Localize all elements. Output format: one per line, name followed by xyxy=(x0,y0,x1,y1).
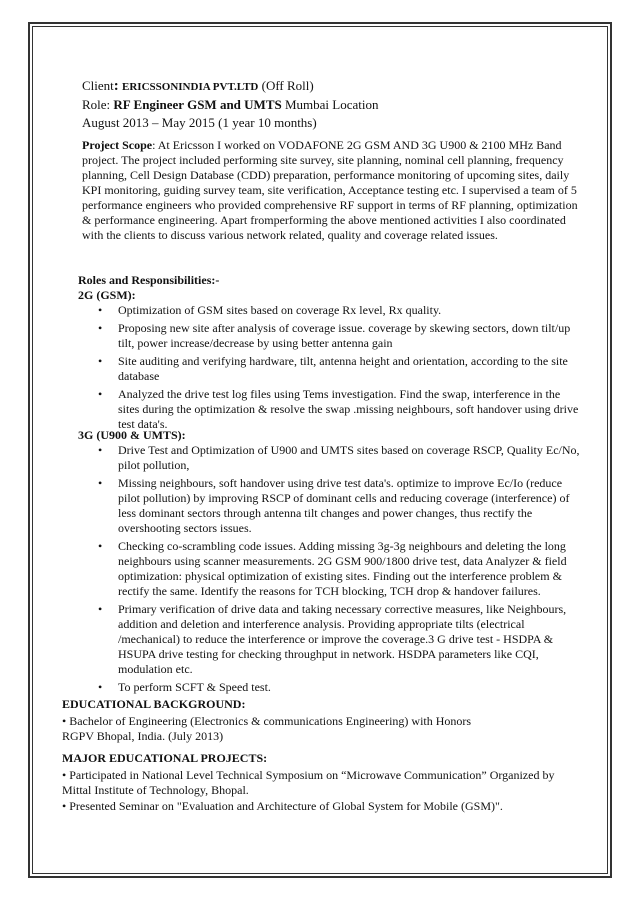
list-item: • Optimization of GSM sites based on coverage Rx level, Rx quality. xyxy=(78,303,583,318)
client-name: ERICSSONINDIA PVT.LTD xyxy=(122,81,259,93)
project-scope-label: Project Scope xyxy=(82,138,153,152)
umts-heading: 3G (U900 & UMTS): xyxy=(78,428,186,442)
project-scope xyxy=(82,138,580,243)
client-suffix: (Off Roll) xyxy=(258,78,314,93)
client-colon: : xyxy=(113,78,119,94)
education-line-1: • Bachelor of Engineering (Electronics & communications Engineering) with Honors xyxy=(62,714,472,728)
projects-heading: MAJOR EDUCATIONAL PROJECTS: xyxy=(62,751,268,765)
list-item: • To perform SCFT & Speed test. xyxy=(78,680,583,695)
gsm-heading: 2G (GSM): xyxy=(78,288,136,302)
education-line-2: RGPV Bhopal, India. (July 2013) xyxy=(62,729,224,743)
client-label: Client xyxy=(82,78,114,93)
list-item: • Checking co-scrambling code issues. Adding missing 3g-3g neighbours and deleting the long neighbours using scanner measurements. 2G GSM 900/1800 drive test, data Analyzer & field optimization: physical optimization of existing sites. Finding out the interference problem & rectify the same. Identify the reasons for TCH blocking, TCH drop & handover failures. xyxy=(78,539,583,599)
gsm-list xyxy=(78,303,583,432)
list-item: • Site auditing and verifying hardware, tilt, antenna height and orientation, according to the site database xyxy=(78,354,583,384)
role-line xyxy=(82,96,582,113)
list-item: • Primary verification of drive data and taking necessary corrective measures, like Neighbours, addition and deletion and interference analysis. Providing appropriate tilts (electrical /mechanical) to reduce the interference or improve the coverage.3 G drive test - HSDPA & HSUPA drive testing for checking throughput in network. HSDPA parameters like CQI, modulation etc. xyxy=(78,602,583,677)
role-location: Mumbai Location xyxy=(281,97,379,112)
list-item: • Missing neighbours, soft handover using drive test data's. optimize to improve Ec/Io (reduce pilot pollution) by improving RSCP of dominant cells and reducing coverage (interference) of less dominant sectors through antenna tilt changes and power changes, thus rectify the overshooting sectors issues. xyxy=(78,476,583,536)
role-label: Role: xyxy=(82,97,114,112)
role-title: RF Engineer GSM and UMTS xyxy=(113,97,282,112)
project-scope-text: : At Ericsson I worked on VODAFONE 2G GSM AND 3G U900 & 2100 MHz Band project. The project included performing site survey, site planning, nominal cell planning, frequency planning, Cell Design Database (CDD) preparation, performance monitoring of upcoming sites, daily KPI monitoring, guiding survey team, site verification, Acceptance testing etc. I supervised a team of 5 performance engineers who provided comprehensive RF support in terms of RF planning, optimization & performance engineering. Apart fromperforming the above mentioned activities I also coordinated with the clients to discuss various network related, quality and coverage related issues. xyxy=(82,138,578,242)
projects-line-2: • Presented Seminar on "Evaluation and Architecture of Global System for Mobile (GSM)". xyxy=(62,799,503,813)
umts-list xyxy=(78,443,583,695)
list-item: • Proposing new site after analysis of coverage issue. coverage by skewing sectors, down tilt/up tilt, power increase/decrease by using better antenna gain xyxy=(78,321,583,351)
roles-heading: Roles and Responsibilities:- xyxy=(78,273,220,287)
list-item: • Drive Test and Optimization of U900 and UMTS sites based on coverage RSCP, Quality Ec/No, pilot pollution, xyxy=(78,443,583,473)
client-line xyxy=(82,77,582,96)
list-item: • Analyzed the drive test log files using Tems investigation. Find the swap, interference in the sites during the optimization & resolve the swap .missing neighbours, soft handover using drive test data's. xyxy=(78,387,583,432)
education-heading: EDUCATIONAL BACKGROUND: xyxy=(62,697,246,711)
projects-line-1: • Participated in National Level Technical Symposium on “Microwave Communication” Organized by Mittal Institute of Technology, Bhopal. xyxy=(62,768,555,797)
dates-line: August 2013 – May 2015 (1 year 10 months) xyxy=(82,115,317,130)
